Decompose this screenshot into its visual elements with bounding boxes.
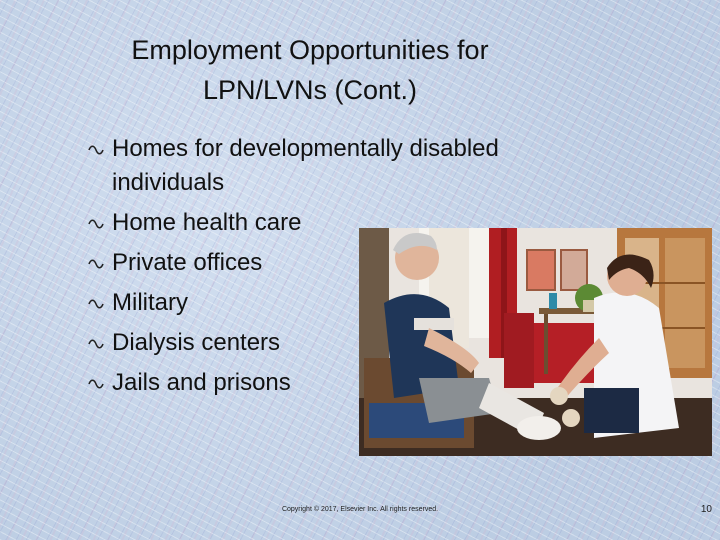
bullet-text: Military <box>112 289 188 316</box>
slide-title-line-2: LPN/LVNs (Cont.) <box>202 75 418 105</box>
wave-bullet-icon <box>88 338 104 350</box>
wave-bullet-icon <box>88 258 104 270</box>
slide-title <box>60 30 560 110</box>
bullet-text: Home health care <box>112 209 302 236</box>
bullet-text: Dialysis centers <box>112 329 281 356</box>
page-number: 10 <box>700 504 712 515</box>
wave-bullet-icon <box>88 298 104 310</box>
wave-bullet-icon <box>88 378 104 390</box>
copyright-footer: Copyright © 2017, Elsevier Inc. All rights reserved. <box>281 506 439 513</box>
wave-bullet-icon <box>88 218 104 230</box>
bullet-item <box>88 132 608 200</box>
slide-title-line-1: Employment Opportunities for <box>131 35 489 65</box>
wave-bullet-icon <box>88 144 104 156</box>
bullet-text: Private offices <box>112 249 263 276</box>
bullet-text: Homes for developmentally disabled individuals <box>112 135 499 196</box>
nurse-patient-photo <box>359 228 712 456</box>
bullet-text: Jails and prisons <box>112 369 291 396</box>
